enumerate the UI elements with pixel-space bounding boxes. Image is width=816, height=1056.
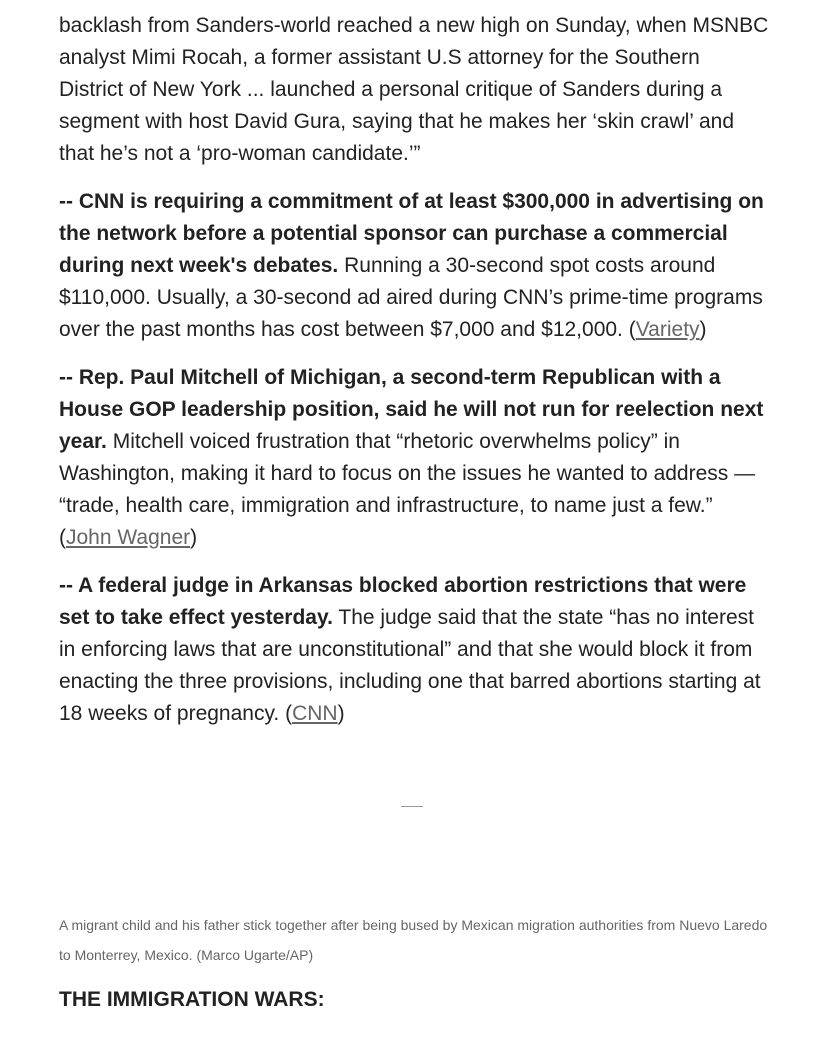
paragraph-lead: -- CNN is requiring a commitment of at least $300,000 in advertising on the network before a potential sponsor can purchase a commercial during next week's debates.: [59, 190, 764, 277]
paragraph-text: Mitchell voiced frustration that “rhetoric overwhelms policy” in Washington, making it hard to focus on the issues he wanted to address — “trade, health care, immigration and infrastructure, to name just a few.”: [59, 430, 756, 517]
paragraph-sanders-backlash: [59, 10, 769, 170]
paragraph-lead: -- A federal judge in Arkansas blocked abortion restrictions that were set to take effect yesterday.: [59, 574, 747, 629]
paragraph-text: Running a 30-second spot costs around $110,000. Usually, a 30-second ad aired during CNN’s prime-time programs over the past months has cost between $7,000 and $12,000.: [59, 254, 763, 341]
paragraph-lead: -- Rep. Paul Mitchell of Michigan, a second-term Republican with a House GOP leadership position, said he will not run for reelection next year.: [59, 366, 764, 453]
section-divider: [401, 806, 423, 807]
paragraph-cnn-debate-ads: -- CNN is requiring a commitment of at least $300,000 in advertising on the network before a potential sponsor can purchase a commercial during next week's debates. Running a 30-second spot costs around $110,000. Usually, a 30-second ad aired during CNN’s prime-time programs over the past months has cost between $7,000 and $12,000. (Variety): [59, 190, 764, 341]
article-body: [59, 10, 769, 746]
paragraph-text: backlash from Sanders-world reached a new high on Sunday, when MSNBC analyst Mimi Rocah, a former assistant U.S attorney for the Southern District of New York ... launched a personal critique of Sanders during a segment with host David Gura, saying that he makes her ‘skin crawl’ and that he’s not a ‘pro-woman candidate.’”: [59, 14, 769, 165]
paragraph-arkansas-judge: -- A federal judge in Arkansas blocked abortion restrictions that were set to take effect yesterday. The judge said that the state “has no interest in enforcing laws that are unconstitutional” and that she would block it from enacting the three provisions, including one that barred abortions starting at 18 weeks of pregnancy. (CNN): [59, 574, 761, 725]
source-link-cnn[interactable]: CNN: [292, 702, 338, 725]
photo-caption: A migrant child and his father stick together after being bused by Mexican migration authorities from Nuevo Laredo to Monterrey, Mexico. (Marco Ugarte/AP): [59, 917, 768, 963]
source-link-john-wagner[interactable]: John Wagner: [66, 526, 191, 549]
paragraph-text: The judge said that the state “has no interest in enforcing laws that are unconstitutional” and that she would block it from enacting the three provisions, including one that barred abortions starting at 18 weeks of pregnancy.: [59, 606, 761, 725]
source-link-variety[interactable]: Variety: [635, 318, 700, 341]
paragraph-paul-mitchell: -- Rep. Paul Mitchell of Michigan, a second-term Republican with a House GOP leadership position, said he will not run for reelection next year. Mitchell voiced frustration that “rhetoric overwhelms policy” in Washington, making it hard to focus on the issues he wanted to address — “trade, health care, immigration and infrastructure, to name just a few.” (John Wagner): [59, 366, 764, 549]
section-heading: THE IMMIGRATION WARS:: [59, 988, 325, 1011]
